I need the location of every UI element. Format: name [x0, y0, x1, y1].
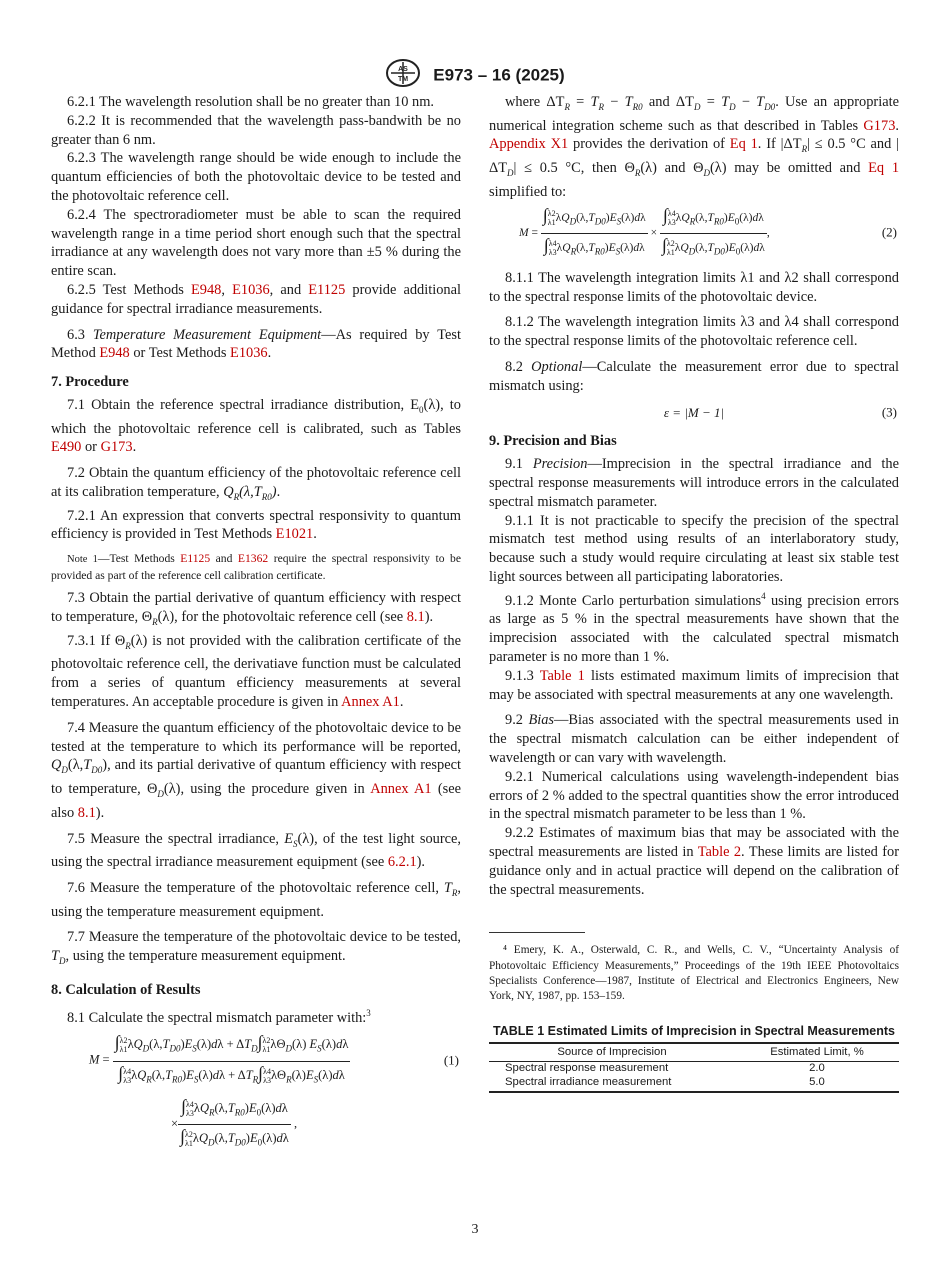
para-6-2-2: 6.2.2 It is recommended that the wavelength pass-bandwith be no greater than 6 nm.	[51, 112, 461, 148]
table-cell: 5.0	[735, 1076, 899, 1093]
link-appendix-x1[interactable]: Appendix X1	[489, 136, 569, 153]
para-9-1-1: 9.1.1 It is not practicable to specify the precision of the spectral mismatch test method using results of an interlaboratory study, because such a study would require circulating at least six stable test light sources between all participating laboratories.	[489, 512, 899, 585]
table-1	[489, 1042, 899, 1093]
para-9-2-2: 9.2.2 Estimates of maximum bias that may be associated with the spectral measurements are listed in Table 2. These limits are listed for guidance only and in actual practice will depend on the calibration of the spectral measurements.	[489, 825, 900, 898]
page-number: 3	[471, 1222, 479, 1237]
para-6-2-3: 6.2.3 The wavelength range should be wide enough to include the quantum efficiencies of both the photovoltaic device to be tested and the photovoltaic reference cell.	[51, 150, 461, 204]
table-row	[489, 1076, 899, 1093]
section-7-heading: 7. Procedure	[51, 374, 129, 391]
link-e490[interactable]: E490	[51, 439, 82, 456]
para-7-7: 7.7 Measure the temperature of the photovoltaic device to be tested, $T_D$, using the temperature measurement equipment.	[51, 929, 461, 967]
table-cell: Spectral response measurement	[505, 1062, 669, 1075]
note-1: Note 1—Test Methods E1125 and E1362 require the spectral responsivity to be provided as part of the reference cell calibration certificate.	[51, 552, 461, 582]
para-6-3: 6.3 Temperature Measurement Equipment—As required by Test Method E948 or Test Methods E1036.	[51, 326, 461, 362]
equation-1-continued: × ∫λ4 $\lambda 3\lambda Q_R(\lambda,T_{R0})E_0(\lambda)d\lambda$ ∫λ2 $\lambda 1\lambda Q_D(\lambda,T_{D0})E_0(\lambda)d\lambda$ ,	[171, 1095, 298, 1149]
right-column	[489, 93, 899, 1093]
para-9-2: 9.2 Bias—Bias associated with the spectral measurements used in the spectral mismatch calculation can be either independent of wavelength or can vary with wavelength.	[489, 712, 899, 766]
equation-3: ε = |M − 1| (3)	[489, 404, 899, 423]
equation-number: (1)	[443, 1052, 459, 1068]
para-9-1: 9.1 Precision—Imprecision in the spectral irradiance and the spectral response measurements will introduce errors in the calculated spectral mismatch parameter.	[489, 456, 899, 510]
section-8-heading: 8. Calculation of Results	[51, 981, 201, 998]
para-7-2: 7.2 Obtain the quantum efficiency of the photovoltaic reference cell at its calibration temperature, $Q_R(\lambda,T_{R0})$.	[51, 465, 461, 502]
table-cell: Spectral irradiance measurement	[489, 1076, 735, 1093]
table-1-title: TABLE 1 Estimated Limits of Imprecision in Spectral Measurements	[493, 1024, 895, 1039]
page-header	[0, 58, 950, 93]
para-7-3: 7.3 Obtain the partial derivative of quantum efficiency with respect to temperature, $\Theta_R(\lambda)$, for the photovoltaic reference cell (see 8.1).	[51, 590, 461, 627]
link-6-2-1[interactable]: 6.2.1	[387, 854, 417, 871]
left-column	[51, 93, 461, 1159]
link-e1036[interactable]: E1036	[230, 345, 268, 362]
link-e1021[interactable]: E1021	[275, 526, 314, 543]
equation-1: M = ∫λ2 $\lambda 1\lambda Q_D(\lambda,T_{D0})E_S(\lambda)d\lambda + \Delta T_D\int\lambda 2$ $\lambda 1\lambda\Theta_D(\lambda)$ $E_S(\lambda)d\lambda$ ∫λ4 $\lambda 3\lambda Q_R(\lambda,T_{R0})E_S(\lambda)d\lambda + \Delta T_R\int\lambda 4$ $\lambda 3\lambda\Theta_R(\lambda)E_S(\lambda)d\lambda$ (1)	[89, 1032, 459, 1085]
para-9-1-2: 9.1.2 Monte Carlo perturbation simulations$^4$ using precision errors as large as 5 % in the spectral measurements have shown that the imprecision associated with the calculated spectral mismatch parameter is no more than 1 %.	[489, 590, 899, 665]
section-9-heading: 9. Precision and Bias	[489, 433, 617, 450]
para-7-2-1: 7.2.1 An expression that converts spectral responsivity to quantum efficiency is provided in Test Methods E1021.	[51, 507, 461, 543]
link-annex-a1[interactable]: Annex A1	[341, 694, 400, 711]
footnote-4: ⁴ Emery, K. A., Osterwald, C. R., and Wells, C. V., “Uncertainty Analysis of Photovoltaic Efficiency Measurements,” Proceedings of the 19th IEEE Photovoltaics Specialists Conference—1987, Institute of Electrical and Electronics Engineers, New York, NY, 1987, pp. 153–159.	[489, 944, 899, 1002]
link-e948[interactable]: E948	[190, 281, 222, 298]
link-e1362[interactable]: E1362	[237, 552, 269, 566]
link-e948[interactable]: E948	[99, 345, 130, 362]
para-8-1-1: 8.1.1 The wavelength integration limits λ1 and λ2 shall correspond to the spectral response limits of the photovoltaic device.	[489, 269, 899, 305]
para-8-1: 8.1 Calculate the spectral mismatch parameter with:$^3$	[67, 1007, 371, 1026]
link-eq-1[interactable]: Eq 1	[729, 136, 758, 153]
astm-logo-icon	[385, 58, 421, 93]
para-6-2-4: 6.2.4 The spectroradiometer must be able to scan the required wavelength range in a time period short enough such that the spectral irradiance at any wavelength does not vary more than ±5 % during the entire scan.	[51, 206, 461, 280]
equation-number: (3)	[881, 404, 897, 420]
svg-text:TM: TM	[398, 76, 409, 83]
link-table-1[interactable]: Table 1	[539, 667, 585, 684]
link-g173[interactable]: G173	[863, 117, 896, 134]
para-7-5: 7.5 Measure the spectral irradiance, $E_S(\lambda)$, of the test light source, using the spectral irradiance measurement equipment (see 6.2.1).	[51, 830, 461, 871]
link-eq-1[interactable]: Eq 1	[868, 160, 900, 177]
table-header-source: Source of Imprecision	[489, 1043, 735, 1062]
svg-text:AS: AS	[398, 66, 409, 73]
link-e1125[interactable]: E1125	[180, 552, 211, 566]
link-annex-a1[interactable]: Annex A1	[370, 781, 432, 798]
para-6-2-1: 6.2.1 The wavelength resolution shall be no greater than 10 nm.	[67, 94, 435, 110]
para-6-2-5: 6.2.5 Test Methods E948, E1036, and E1125 provide additional guidance for spectral irradiance measurements.	[51, 281, 462, 317]
link-e1125[interactable]: E1125	[308, 281, 346, 298]
equation-number: (2)	[881, 224, 897, 240]
para-7-6: 7.6 Measure the temperature of the photovoltaic reference cell, $T_R$, using the temperature measurement equipment.	[51, 880, 461, 920]
link-8-1[interactable]: 8.1	[77, 804, 96, 821]
equation-2: M = ∫λ2 $\lambda 1\lambda Q_D(\lambda,T_{D0})E_S(\lambda)d\lambda$ ∫λ4 $\lambda 3\lambda Q_R(\lambda,T_{R0})E_S(\lambda)d\lambda$ × ∫λ4 $\lambda 3\lambda Q_R(\lambda,T_{R0})E_0(\lambda)d\lambda$ ∫λ2 $\lambda 1\lambda Q_D(\lambda,T_{D0})E_0(\lambda)d\lambda$ , (2)	[519, 204, 897, 258]
para-7-3-1: 7.3.1 If $\Theta_R(\lambda)$ is not provided with the calibration certificate of the photovoltaic reference cell, the derivatiave function must be calculated from a series of quantum efficiency measurements at several temperatures. An acceptable procedure is given in Annex A1.	[51, 632, 461, 711]
table-cell: 2.0	[809, 1062, 825, 1075]
link-table-2[interactable]: Table 2	[697, 843, 742, 860]
para-8-1-2: 8.1.2 The wavelength integration limits λ3 and λ4 shall correspond to the spectral response limits of the photovoltaic reference cell.	[489, 314, 899, 350]
footnote-divider	[489, 932, 585, 933]
table-row	[489, 1062, 899, 1076]
para-where: where $\Delta T_R = T_R - T_{R0}$ and $\Delta T_D = T_D - T_{D0}$. Use an appropriate numerical integration scheme such as that described in Tables G173. Appendix X1 provides the derivation of Eq 1. If $|\Delta T_R| \le 0.5$ °C and $|\Delta T_D| \le 0.5$ °C, then $\Theta_R(\lambda)$ and $\Theta_D(\lambda)$ may be omitted and Eq 1 simplified to:	[489, 94, 900, 200]
link-e1036[interactable]: E1036	[232, 281, 270, 298]
link-8-1[interactable]: 8.1	[406, 609, 425, 626]
para-8-2: 8.2 Optional—Calculate the measurement error due to spectral mismatch using:	[489, 358, 899, 394]
para-7-1: 7.1 Obtain the reference spectral irradiance distribution, $E_0(\lambda)$, to which the photovoltaic reference cell is calibrated, such as Tables E490 or G173.	[51, 396, 461, 456]
table-header-limit: Estimated Limit, %	[735, 1043, 899, 1062]
para-9-2-1: 9.2.1 Numerical calculations using wavelength-independent bias errors of 2 % added to the spectral quantities show the error introduced in the spectral mismatch parameter to be less than 1 %.	[489, 768, 899, 823]
document-designation: E973 – 16 (2025)	[433, 65, 565, 85]
para-9-1-3: 9.1.3 Table 1 lists estimated maximum limits of imprecision that may be associated with spectral measurements at any one wavelength.	[489, 667, 900, 703]
link-g173[interactable]: G173	[100, 439, 133, 456]
para-7-4: 7.4 Measure the quantum efficiency of the photovoltaic device to be tested at the temperature to which its performance will be reported, $Q_D(\lambda,T_{D0})$, and its partial derivative of quantum efficiency with respect to temperature, $\Theta_D(\lambda)$, using the procedure given in Annex A1 (see also 8.1).	[51, 719, 462, 821]
